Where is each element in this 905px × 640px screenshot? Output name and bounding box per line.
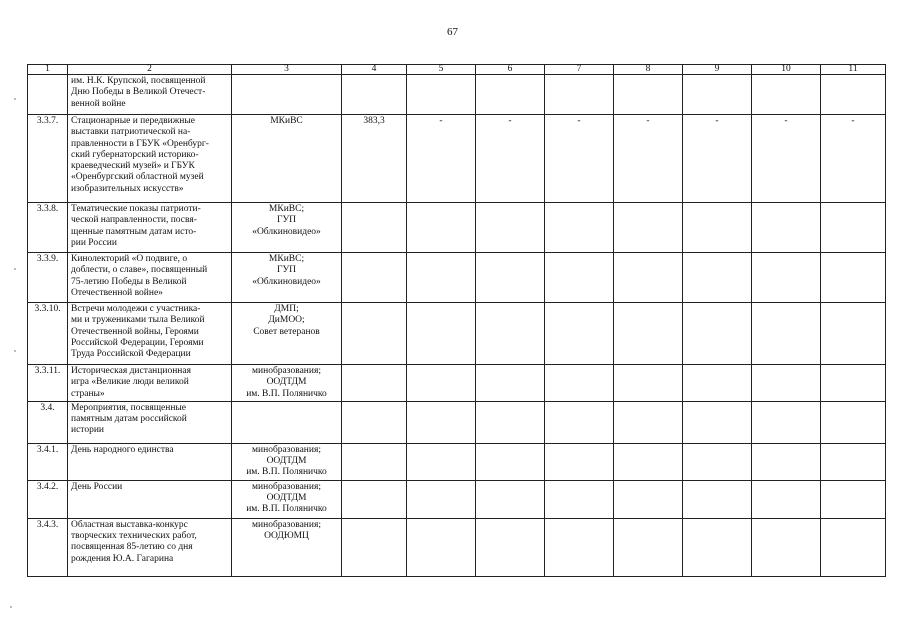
item-value: - <box>476 115 545 203</box>
item-value <box>342 401 407 443</box>
item-value <box>476 75 545 115</box>
item-number: 3.3.7. <box>28 115 68 203</box>
column-header: 3 <box>232 65 342 75</box>
item-name <box>68 443 232 480</box>
scan-artifact <box>14 350 16 352</box>
item-value <box>342 303 407 365</box>
item-executor <box>232 443 342 480</box>
item-executor <box>232 115 342 203</box>
item-name-line: Кинолекторий «О подвиге, о <box>71 254 188 264</box>
item-value <box>821 365 886 402</box>
item-number: 3.4. <box>28 401 68 443</box>
scan-artifact <box>10 606 12 608</box>
item-value <box>407 203 476 253</box>
item-value <box>752 518 821 576</box>
item-name-line: Историческая дистанционная <box>71 366 191 376</box>
item-name-line: Областная выставка-конкурс <box>71 519 188 530</box>
item-value <box>545 518 614 576</box>
item-executor-line: ООДТДМ <box>266 377 307 388</box>
item-executor-line: минобразования; <box>252 519 321 530</box>
item-value: - <box>821 115 886 203</box>
item-value <box>545 443 614 480</box>
item-value <box>821 303 886 365</box>
item-value <box>752 401 821 443</box>
item-value <box>407 75 476 115</box>
item-value <box>545 480 614 518</box>
column-header: 8 <box>614 65 683 75</box>
item-executor <box>232 518 342 576</box>
item-value <box>407 365 476 402</box>
item-value: 383,3 <box>342 115 407 203</box>
item-value <box>752 303 821 365</box>
item-value <box>752 443 821 480</box>
item-name-line: творческих технических работ, <box>71 531 197 542</box>
item-name <box>68 518 232 576</box>
item-name <box>68 480 232 518</box>
column-header: 5 <box>407 65 476 75</box>
item-name-line: выставки патриотической на- <box>71 127 191 138</box>
item-name-line: День народного единства <box>71 444 174 455</box>
item-value <box>342 480 407 518</box>
item-name <box>68 303 232 365</box>
item-executor-line: минобразования; <box>252 481 321 492</box>
column-header: 2 <box>68 65 232 75</box>
item-value <box>614 443 683 480</box>
item-executor-line: им. В.П. Поляничко <box>246 504 327 515</box>
item-name-line: им. Н.К. Крупской, посвященной <box>71 76 206 86</box>
item-name <box>68 115 232 203</box>
item-value: - <box>752 115 821 203</box>
column-header: 10 <box>752 65 821 75</box>
item-name-line: рождения Ю.А. Гагарина <box>71 553 174 564</box>
item-executor-line: ООДТДМ <box>266 493 307 504</box>
item-value <box>476 401 545 443</box>
item-name-line: краеведческий музей» и ГБУК <box>71 161 195 172</box>
item-value <box>614 253 683 303</box>
item-name-line: ми и тружениками тыла Великой <box>71 315 205 326</box>
item-value: - <box>614 115 683 203</box>
item-executor <box>232 365 342 402</box>
item-value <box>614 480 683 518</box>
item-executor-line: ДиМОО; <box>268 315 305 326</box>
item-value <box>614 203 683 253</box>
item-name-line: доблести, о славе», посвященный <box>71 265 208 276</box>
table-row <box>28 518 886 576</box>
table-row <box>28 115 886 203</box>
item-value <box>407 518 476 576</box>
item-name <box>68 401 232 443</box>
item-name-line: «Оренбургский областной музей <box>71 172 204 183</box>
item-value <box>476 518 545 576</box>
item-value <box>821 518 886 576</box>
item-name-line: истории <box>71 425 104 436</box>
item-executor-line: им. В.П. Поляничко <box>246 467 327 478</box>
item-value <box>476 443 545 480</box>
item-value: - <box>545 115 614 203</box>
item-name-line: правленности в ГБУК «Оренбург- <box>71 138 209 149</box>
header-row <box>28 65 886 75</box>
item-value <box>752 253 821 303</box>
item-value <box>342 75 407 115</box>
item-number: 3.4.3. <box>28 518 68 576</box>
item-name-line: ский губернаторский историко- <box>71 149 199 160</box>
item-value <box>342 443 407 480</box>
item-executor-line: им. В.П. Поляничко <box>246 388 327 399</box>
table-row <box>28 401 886 443</box>
item-executor <box>232 253 342 303</box>
item-executor-line: ООДЮМЦ <box>264 531 309 542</box>
scan-artifact <box>14 268 16 270</box>
item-executor-line: ГУП <box>276 265 297 276</box>
table-row <box>28 253 886 303</box>
item-value <box>683 253 752 303</box>
item-name-line: Встречи молодежи с участника- <box>71 304 201 314</box>
item-name-line: рии России <box>71 237 117 248</box>
item-name-line: Стационарные и передвижные <box>71 116 195 126</box>
item-value <box>407 253 476 303</box>
item-number: 3.3.10. <box>28 303 68 365</box>
item-name <box>68 253 232 303</box>
item-value <box>407 303 476 365</box>
item-name <box>68 75 232 115</box>
item-value <box>476 365 545 402</box>
item-value <box>683 480 752 518</box>
item-number: 3.4.1. <box>28 443 68 480</box>
item-value <box>545 401 614 443</box>
item-value <box>614 365 683 402</box>
column-header: 7 <box>545 65 614 75</box>
table-row <box>28 203 886 253</box>
table-row <box>28 303 886 365</box>
item-value: - <box>683 115 752 203</box>
item-executor <box>232 401 342 443</box>
column-header: 6 <box>476 65 545 75</box>
item-value <box>821 75 886 115</box>
item-value <box>342 253 407 303</box>
item-name-line: венной войне <box>71 98 126 109</box>
item-executor-line: ГУП <box>276 215 297 226</box>
item-executor-line: минобразования; <box>252 444 321 455</box>
program-table <box>27 64 886 577</box>
item-name-line: 75-летию Победы в Великой <box>71 276 187 287</box>
item-value <box>821 253 886 303</box>
item-name-line: Труда Российской Федерации <box>71 349 191 360</box>
item-executor <box>232 480 342 518</box>
item-value <box>614 518 683 576</box>
item-value <box>821 203 886 253</box>
item-name <box>68 365 232 402</box>
item-value <box>545 365 614 402</box>
table-row <box>28 365 886 402</box>
item-value <box>683 401 752 443</box>
item-value <box>752 480 821 518</box>
page-number: 67 <box>447 26 458 38</box>
item-number: 3.3.9. <box>28 253 68 303</box>
item-value <box>476 303 545 365</box>
item-value <box>407 443 476 480</box>
item-value <box>683 365 752 402</box>
table-row <box>28 443 886 480</box>
scan-artifact <box>14 98 16 100</box>
item-name-line: игра «Великие люди великой <box>71 377 189 388</box>
item-executor <box>232 75 342 115</box>
item-name-line: ческой направленности, посвя- <box>71 215 197 226</box>
item-name-line: памятным датам российской <box>71 414 187 425</box>
item-value <box>342 365 407 402</box>
item-value <box>752 365 821 402</box>
item-executor-line: ДМП; <box>274 304 299 314</box>
item-name <box>68 203 232 253</box>
item-value <box>342 518 407 576</box>
item-executor-line: «Облкиновидео» <box>252 276 321 287</box>
item-executor-line: «Облкиновидео» <box>252 226 321 237</box>
item-name-line: Отечественной войны, Героями <box>71 326 199 337</box>
item-name-line: посвященная 85-летию со дня <box>71 542 193 553</box>
item-value <box>821 443 886 480</box>
item-value: - <box>407 115 476 203</box>
item-value <box>821 401 886 443</box>
column-header: 1 <box>28 65 68 75</box>
item-value <box>683 203 752 253</box>
item-value <box>476 253 545 303</box>
item-number: 3.3.11. <box>28 365 68 402</box>
item-value <box>407 401 476 443</box>
item-value <box>821 480 886 518</box>
item-name-line: Мероприятия, посвященные <box>71 402 186 413</box>
item-value <box>614 75 683 115</box>
item-value <box>342 203 407 253</box>
item-executor <box>232 203 342 253</box>
item-name-line: Российской Федерации, Героями <box>71 337 204 348</box>
item-executor-line: МКиВС; <box>268 204 305 214</box>
item-value <box>545 75 614 115</box>
item-value <box>545 303 614 365</box>
item-name-line: Тематические показы патриоти- <box>71 204 201 214</box>
table-row <box>28 480 886 518</box>
item-executor-line: минобразования; <box>252 366 321 376</box>
item-name-line: щенные памятным датам исто- <box>71 226 197 237</box>
item-value <box>752 75 821 115</box>
item-value <box>407 480 476 518</box>
item-value <box>476 203 545 253</box>
column-header: 9 <box>683 65 752 75</box>
item-executor-line: ООДТДМ <box>266 456 307 467</box>
item-value <box>683 303 752 365</box>
item-number: 3.3.8. <box>28 203 68 253</box>
item-name-line: Дню Победы в Великой Отечест- <box>71 87 206 98</box>
item-number: 3.4.2. <box>28 480 68 518</box>
item-value <box>683 443 752 480</box>
item-name-line: День России <box>71 481 123 492</box>
item-name-line: Отечественной войне» <box>71 287 163 298</box>
item-executor-line: МКиВС <box>270 116 303 126</box>
column-header: 11 <box>821 65 886 75</box>
item-executor <box>232 303 342 365</box>
item-executor-line: МКиВС; <box>268 254 305 264</box>
item-value <box>545 203 614 253</box>
item-name-line: изобразительных искусств» <box>71 183 184 194</box>
item-value <box>752 203 821 253</box>
item-executor-line: Совет ветеранов <box>253 326 320 337</box>
item-name-line: страны» <box>71 388 105 399</box>
item-value <box>614 401 683 443</box>
item-value <box>683 75 752 115</box>
item-value <box>614 303 683 365</box>
item-number <box>28 75 68 115</box>
table-row <box>28 75 886 115</box>
item-value <box>545 253 614 303</box>
column-header: 4 <box>342 65 407 75</box>
item-value <box>683 518 752 576</box>
item-value <box>476 480 545 518</box>
